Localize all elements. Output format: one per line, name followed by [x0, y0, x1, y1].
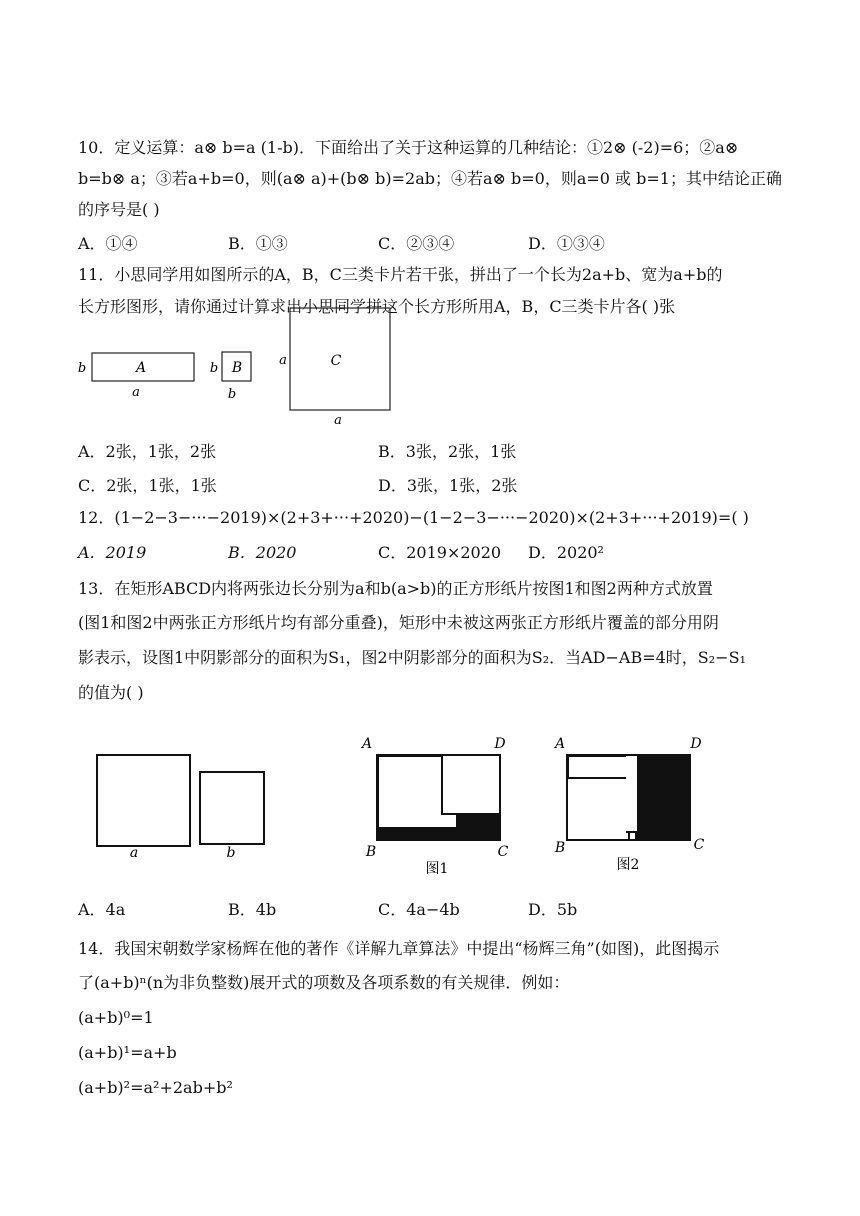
card-a: [78, 353, 194, 400]
square-a: [97, 755, 190, 861]
q14-line-2: 了(a+b)ⁿ(n为非负整数)展开式的项数及各项系数的有关规律．例如：: [78, 973, 570, 992]
card-b: [210, 352, 251, 402]
q10-line-1: 10．定义运算：a⊗ b=a (1-b)．下面给出了关于这种运算的几种结论：①2⊗ (-2)=6；②a⊗: [78, 138, 739, 157]
q13-line-1: 13．在矩形ABCD内将两张边长分别为a和b(a>b)的正方形纸片按图1和图2两种方式放置: [78, 579, 713, 598]
q14-formula-2: (a+b)²=a²+2ab+b²: [78, 1078, 233, 1097]
card-c-bottom-label: a: [334, 413, 342, 428]
fig1-label-c: C: [497, 844, 509, 860]
fig1-label-d: D: [494, 736, 506, 752]
fig2-label-b: B: [554, 840, 566, 856]
q12-option-a: A．2019: [78, 543, 147, 562]
square-b-label: b: [226, 845, 236, 861]
fig2-label-a: A: [554, 736, 566, 752]
fig1-shaded-corner: [452, 814, 500, 840]
q11-line-1: 11．小思同学用如图所示的A，B，C三类卡片若干张，拼出了一个长为2a+b、宽为a+b的: [78, 265, 723, 284]
q11-option-d: D．3张，1张，2张: [378, 476, 518, 495]
q11-card-figure: [70, 300, 430, 435]
card-b-bottom-label: b: [227, 387, 237, 402]
figure-1: [360, 736, 509, 877]
q13-option-c: C．4a−4b: [378, 900, 460, 919]
q10-option-b: B．①③: [228, 234, 288, 253]
fig2-label-d: D: [690, 736, 702, 752]
fig2-shaded-right: [635, 756, 690, 840]
q12-option-b: B．2020: [228, 543, 297, 562]
fig1-label-b: B: [365, 844, 377, 860]
q11-line-2: 长方形图形，请你通过计算求出小思同学拼这个长方形所用A，B，C三类卡片各( )张: [78, 297, 676, 316]
fig2-label-c: C: [693, 837, 705, 853]
figure-2: [553, 736, 705, 873]
square-a-label: a: [129, 845, 139, 861]
card-c: [279, 308, 390, 428]
q11-option-a: A．2张，1张，2张: [78, 442, 217, 461]
q13-line-4: 的值为( ): [78, 683, 144, 702]
q11-option-c: C．2张，1张，1张: [78, 476, 217, 495]
card-c-side-label: a: [279, 353, 287, 368]
q14-formula-1: (a+b)¹=a+b: [78, 1043, 177, 1062]
square-b: [200, 772, 264, 861]
card-a-bottom-label: a: [132, 385, 140, 400]
q13-option-d: D．5b: [528, 900, 578, 919]
q13-option-b: B．4b: [228, 900, 277, 919]
q14-line-1: 14．我国宋朝数学家杨辉在他的著作《详解九章算法》中提出“杨辉三角”(如图)，此图揭示: [78, 939, 720, 958]
card-b-side-label: b: [209, 361, 219, 376]
fig1-label-a: A: [361, 736, 373, 752]
q12-option-c: C．2019×2020: [378, 543, 502, 562]
card-a-side-label: b: [77, 361, 87, 376]
card-a-label: A: [135, 360, 147, 376]
q13-option-a: A．4a: [78, 900, 126, 919]
q10-line-3: 的序号是( ): [78, 200, 160, 219]
q10-option-a: A．①④: [78, 234, 138, 253]
card-b-label: B: [231, 360, 243, 376]
q10-option-d: D．①③④: [528, 234, 605, 253]
q10-option-c: C．②③④: [378, 234, 455, 253]
fig1-caption: 图1: [425, 861, 449, 877]
q11-option-b: B．3张，2张，1张: [378, 442, 517, 461]
q10-line-2: b=b⊗ a；③若a+b=0，则(a⊗ a)+(b⊗ b)=2ab；④若a⊗ b=0，则a=0 或 b=1；其中结论正确: [78, 169, 782, 188]
card-c-label: C: [330, 353, 342, 369]
q12-line-1: 12．(1−2−3−···−2019)×(2+3+···+2020)−(1−2−3−···−2020)×(2+3+···+2019)=( ): [78, 508, 749, 527]
q13-line-3: 影表示，设图1中阴影部分的面积为S₁，图2中阴影部分的面积为S₂．当AD−AB=4时，S₂−S₁: [78, 648, 746, 667]
q13-line-2: (图1和图2中两张正方形纸片均有部分重叠)，矩形中未被这两张正方形纸片覆盖的部分用阴: [78, 613, 719, 632]
q14-formula-0: (a+b)⁰=1: [78, 1008, 154, 1027]
fig2-caption: 图2: [616, 857, 640, 873]
q12-option-d: D．2020²: [528, 543, 604, 562]
q13-figure: [80, 728, 720, 888]
